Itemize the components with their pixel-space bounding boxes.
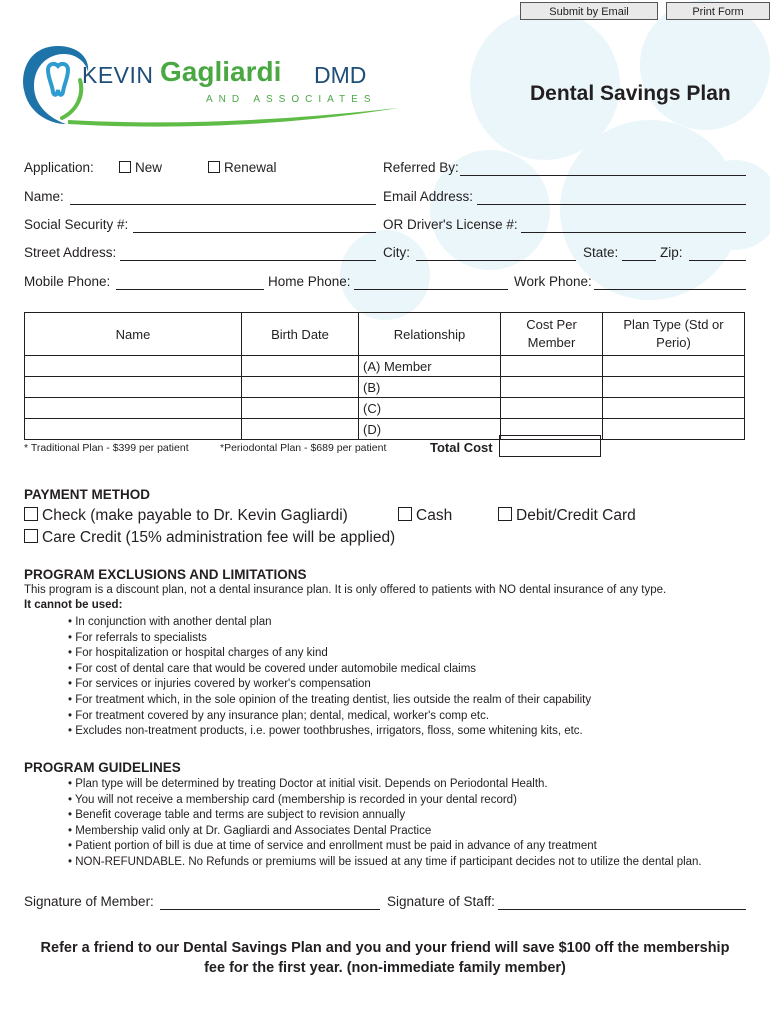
practice-logo: [18, 40, 388, 130]
checkbox-box[interactable]: [498, 507, 512, 521]
logo-gagliardi: Gagliardi: [160, 56, 282, 87]
zip-field[interactable]: [689, 260, 746, 261]
table-row: [25, 398, 745, 419]
staff-signature-field[interactable]: [498, 909, 746, 910]
email-field[interactable]: [477, 204, 746, 205]
list-item: • For cost of dental care that would be covered under automobile medical claims: [68, 662, 591, 678]
zip-label: Zip:: [660, 245, 683, 260]
state-label: State:: [583, 245, 619, 260]
traditional-plan-note: * Traditional Plan - $399 per patient: [24, 442, 189, 454]
exclusions-list: [68, 615, 591, 740]
email-label: Email Address:: [383, 189, 474, 204]
exclusions-intro: This program is a discount plan, not a dental insurance plan. It is only offered to patients with NO dental insurance of any type.: [24, 584, 667, 596]
header-cost-per-member: Cost Per Member: [501, 313, 603, 356]
birth-date-cell[interactable]: [242, 377, 359, 398]
relationship-cell: (D): [359, 419, 501, 440]
state-field[interactable]: [622, 260, 656, 261]
new-label: New: [135, 160, 163, 175]
plan-type-cell[interactable]: [603, 419, 745, 440]
renewal-label: Renewal: [224, 160, 277, 175]
header-plan-type: Plan Type (Std or Perio): [603, 313, 745, 356]
payment-method-heading: PAYMENT METHOD: [24, 487, 151, 502]
list-item: • NON-REFUNDABLE. No Refunds or premiums will be issued at any time if participant decides not to utilize the dental plan.: [68, 855, 702, 871]
checkbox-box[interactable]: [24, 507, 38, 521]
city-field[interactable]: [416, 260, 576, 261]
card-option[interactable]: [498, 507, 636, 525]
background-circle: [340, 230, 430, 320]
cost-cell[interactable]: [501, 377, 603, 398]
list-item: • Plan type will be determined by treating Doctor at initial visit. Depends on Periodontal Health.: [68, 777, 702, 793]
cannot-be-used: It cannot be used:: [24, 599, 123, 611]
total-cost-field[interactable]: [499, 435, 601, 457]
header-name: Name: [25, 313, 242, 356]
relationship-cell: (A) Member: [359, 356, 501, 377]
exclusions-heading: PROGRAM EXCLUSIONS AND LIMITATIONS: [24, 567, 307, 582]
mobile-field[interactable]: [116, 289, 264, 290]
name-label: Name:: [24, 189, 64, 204]
city-label: City:: [383, 245, 410, 260]
guidelines-list: [68, 777, 702, 871]
birth-date-cell[interactable]: [242, 356, 359, 377]
card-label: Debit/Credit Card: [516, 507, 636, 524]
referred-by-label: Referred By:: [383, 160, 459, 175]
periodontal-plan-note: *Periodontal Plan - $689 per patient: [220, 442, 387, 454]
plan-type-cell[interactable]: [603, 398, 745, 419]
submit-by-email-button[interactable]: Submit by Email: [520, 2, 658, 20]
member-signature-label: Signature of Member:: [24, 894, 154, 909]
relationship-cell: (C): [359, 398, 501, 419]
name-cell[interactable]: [25, 356, 242, 377]
list-item: • For treatment which, in the sole opinion of the treating dentist, lies outside the realm of their capability: [68, 693, 591, 709]
background-circle: [690, 160, 770, 250]
list-item: • Benefit coverage table and terms are subject to revision annually: [68, 808, 702, 824]
print-form-button[interactable]: Print Form: [666, 2, 770, 20]
referral-line-1: Refer a friend to our Dental Savings Plan and you and your friend will save $100 off the membership: [40, 940, 730, 956]
home-field[interactable]: [354, 289, 508, 290]
cash-label: Cash: [416, 507, 453, 524]
table-row: [25, 419, 745, 440]
checkbox-box[interactable]: [119, 161, 131, 173]
name-field[interactable]: [70, 204, 376, 205]
checkbox-box[interactable]: [398, 507, 412, 521]
application-label: Application:: [24, 160, 94, 175]
name-cell[interactable]: [25, 419, 242, 440]
total-cost-label: Total Cost: [430, 440, 493, 455]
referred-by-field[interactable]: [460, 175, 746, 176]
care-credit-label: Care Credit (15% administration fee will be applied): [42, 529, 396, 546]
list-item: • In conjunction with another dental plan: [68, 615, 591, 631]
street-field[interactable]: [120, 260, 376, 261]
list-item: • For referrals to specialists: [68, 631, 591, 647]
header-relationship: Relationship: [359, 313, 501, 356]
mobile-label: Mobile Phone:: [24, 274, 111, 289]
drivers-license-field[interactable]: [521, 232, 746, 233]
work-label: Work Phone:: [514, 274, 592, 289]
logo-swoosh: [68, 102, 398, 132]
ssn-label: Social Security #:: [24, 217, 129, 232]
table-row: [25, 356, 745, 377]
list-item: • For treatment covered by any insurance plan; dental, medical, worker's comp etc.: [68, 709, 591, 725]
list-item: • For hospitalization or hospital charges of any kind: [68, 646, 591, 662]
care-credit-option[interactable]: [24, 529, 395, 547]
relationship-cell: (B): [359, 377, 501, 398]
ssn-field[interactable]: [133, 232, 376, 233]
list-item: • For services or injuries covered by worker's compensation: [68, 677, 591, 693]
list-item: • You will not receive a membership card (membership is recorded in your dental record): [68, 793, 702, 809]
logo-dmd: DMD: [314, 62, 367, 88]
check-label: Check (make payable to Dr. Kevin Gagliardi): [42, 507, 348, 524]
list-item: • Excludes non-treatment products, i.e. power toothbrushes, irrigators, floss, some whitening kits, etc.: [68, 724, 591, 740]
page-title: Dental Savings Plan: [530, 82, 731, 105]
name-cell[interactable]: [25, 377, 242, 398]
name-cell[interactable]: [25, 398, 242, 419]
guidelines-heading: PROGRAM GUIDELINES: [24, 760, 181, 775]
staff-signature-label: Signature of Staff:: [387, 894, 495, 909]
member-signature-field[interactable]: [160, 909, 380, 910]
home-label: Home Phone:: [268, 274, 351, 289]
check-option[interactable]: [24, 507, 348, 525]
member-table: [24, 312, 745, 440]
plan-type-cell[interactable]: [603, 377, 745, 398]
birth-date-cell[interactable]: [242, 398, 359, 419]
drivers-license-label: OR Driver's License #:: [383, 217, 518, 232]
new-checkbox[interactable]: [119, 160, 162, 175]
list-item: • Membership valid only at Dr. Gagliardi and Associates Dental Practice: [68, 824, 702, 840]
birth-date-cell[interactable]: [242, 419, 359, 440]
logo-associates: AND ASSOCIATES: [206, 94, 377, 105]
cash-option[interactable]: [398, 507, 452, 525]
work-field[interactable]: [594, 289, 746, 290]
table-row: [25, 377, 745, 398]
header-birth-date: Birth Date: [242, 313, 359, 356]
plan-type-cell[interactable]: [603, 356, 745, 377]
referral-line-2: fee for the first year. (non-immediate family member): [204, 960, 566, 976]
checkbox-box[interactable]: [208, 161, 220, 173]
checkbox-box[interactable]: [24, 529, 38, 543]
cost-cell[interactable]: [501, 398, 603, 419]
renewal-checkbox[interactable]: [208, 160, 277, 175]
cost-cell[interactable]: [501, 356, 603, 377]
street-label: Street Address:: [24, 245, 117, 260]
logo-kevin: KEVIN: [82, 62, 154, 88]
list-item: • Patient portion of bill is due at time of service and enrollment must be paid in advance of any treatment: [68, 839, 702, 855]
